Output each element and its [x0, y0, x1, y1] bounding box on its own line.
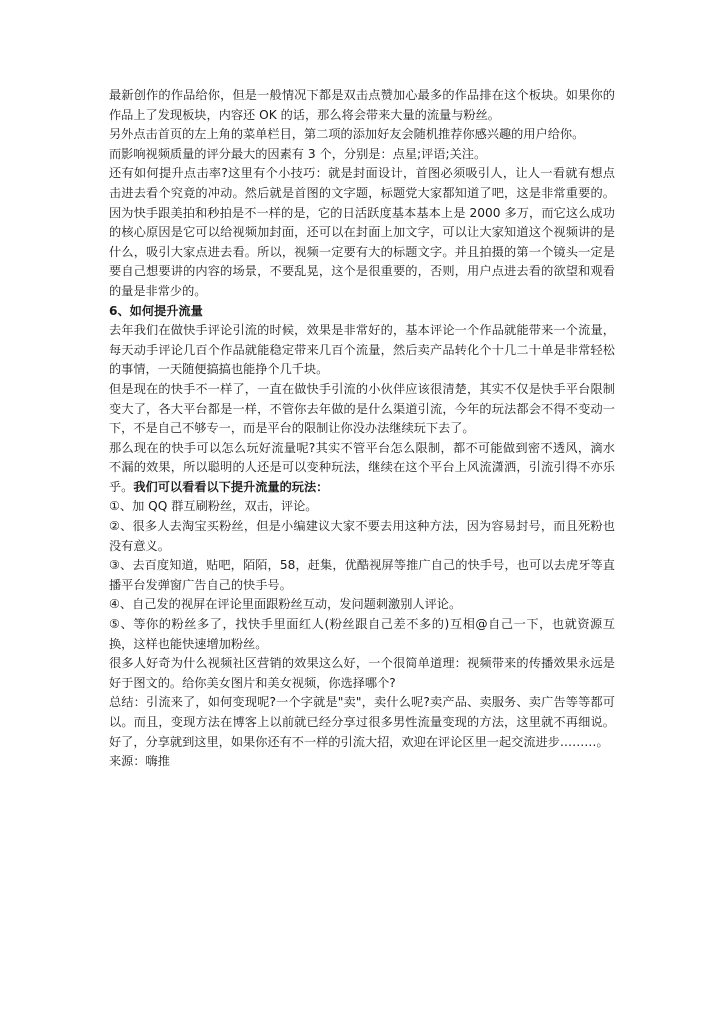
paragraph: [109, 439, 615, 498]
paragraph: 去年我们在做快手评论引流的时候，效果是非常好的，基本评论一个作品就能带来一个流量，每天动手评论几百个作品就能稳定带来几百个流量，然后卖产品转化个十几二十单是非常轻松的事情，一天随便搞搞也能挣个几千块。: [109, 323, 615, 377]
paragraph: 另外点击首页的左上角的菜单栏目，第二项的添加好友会随机推荐你感兴趣的用户给你。: [109, 127, 585, 142]
paragraph-text: 那么现在的快手可以怎么玩好流量呢?其实不管平台怎么限制，都不可能做到密不透风，滴水不漏的效果，所以聪明的人还是可以变种玩法，继续在这个平台上风流潇洒，引流引得不亦乐乎。: [109, 440, 615, 494]
paragraph: 最新创作的作品给你，但是一般情况下都是双击点赞加心最多的作品排在这个板块。如果你的作品上了发现板块，内容还 OK 的话，那么将会带来大量的流量与粉丝。: [109, 88, 615, 122]
list-item: ③、去百度知道，贴吧，陌陌，58，赶集，优酷视屏等推广自己的快手号，也可以去虎牙等直播平台发弹窗广告自己的快手号。: [109, 558, 615, 592]
paragraph: 还有如何提升点击率?这里有个小技巧：就是封面设计，首图必须吸引人，让人一看就有想点击进去看个究竟的冲动。然后就是首图的文字题，标题党大家都知道了吧，这是非常重要的。因为快手跟美拍和秒拍是不一样的是，它的日活跃度基本基本上是 2000 多万，而它这么成功的核心原因是它可以给视频加封面，还可以在封面上加文字，可以让大家知道这个视频讲的是什么，吸引大家点进去看。所以，视频一定要有大的标题文字。并且拍摄的第一个镜头一定是要自己想要讲的内容的场景，不要乱晃，这个是很重要的，否则，用户点进去看的欲望和观看的量是非常少的。: [109, 166, 615, 298]
source-line: 来源：嗨推: [109, 754, 170, 769]
paragraph: 而影响视频质量的评分最大的因素有 3 个，分别是：点星;评语;关注。: [109, 146, 487, 161]
list-item: ⑤、等你的粉丝多了，找快手里面红人(粉丝跟自己差不多的)互相@自己一下，也就资源互换，这样也能快速增加粉丝。: [109, 617, 615, 651]
section-heading: 6、如何提升流量: [109, 303, 203, 318]
document-body: [109, 86, 615, 772]
paragraph: 很多人好奇为什么视频社区营销的效果这么好，一个很简单道理：视频带来的传播效果永远是好于图文的。给你美女图片和美女视频，你选择哪个?: [109, 656, 615, 690]
bold-intro: 我们可以看看以下提升流量的玩法：: [133, 479, 329, 494]
list-item: ④、自己发的视屏在评论里面跟粉丝互动，发问题刺激别人评论。: [109, 597, 462, 612]
paragraph: 但是现在的快手不一样了，一直在做快手引流的小伙伴应该很清楚，其实不仅是快手平台限制变大了，各大平台都是一样，不管你去年做的是什么渠道引流，今年的玩法都会不得不变动一下，不是自己不够专一，而是平台的限制让你没办法继续玩下去了。: [109, 381, 615, 436]
list-item: ①、加 QQ 群互刷粉丝，双击，评论。: [109, 499, 318, 514]
summary-paragraph: 总结：引流来了，如何变现呢?一个字就是"卖"，卖什么呢?卖产品、卖服务、卖广告等等都可以。而且，变现方法在博客上以前就已经分享过很多男性流量变现的方法，这里就不再细说。好了，分享就到这里，如果你还有不一样的引流大招，欢迎在评论区里一起交流进步………。: [109, 695, 615, 749]
list-item: ②、很多人去淘宝买粉丝，但是小编建议大家不要去用这种方法，因为容易封号，而且死粉也没有意义。: [109, 519, 615, 553]
